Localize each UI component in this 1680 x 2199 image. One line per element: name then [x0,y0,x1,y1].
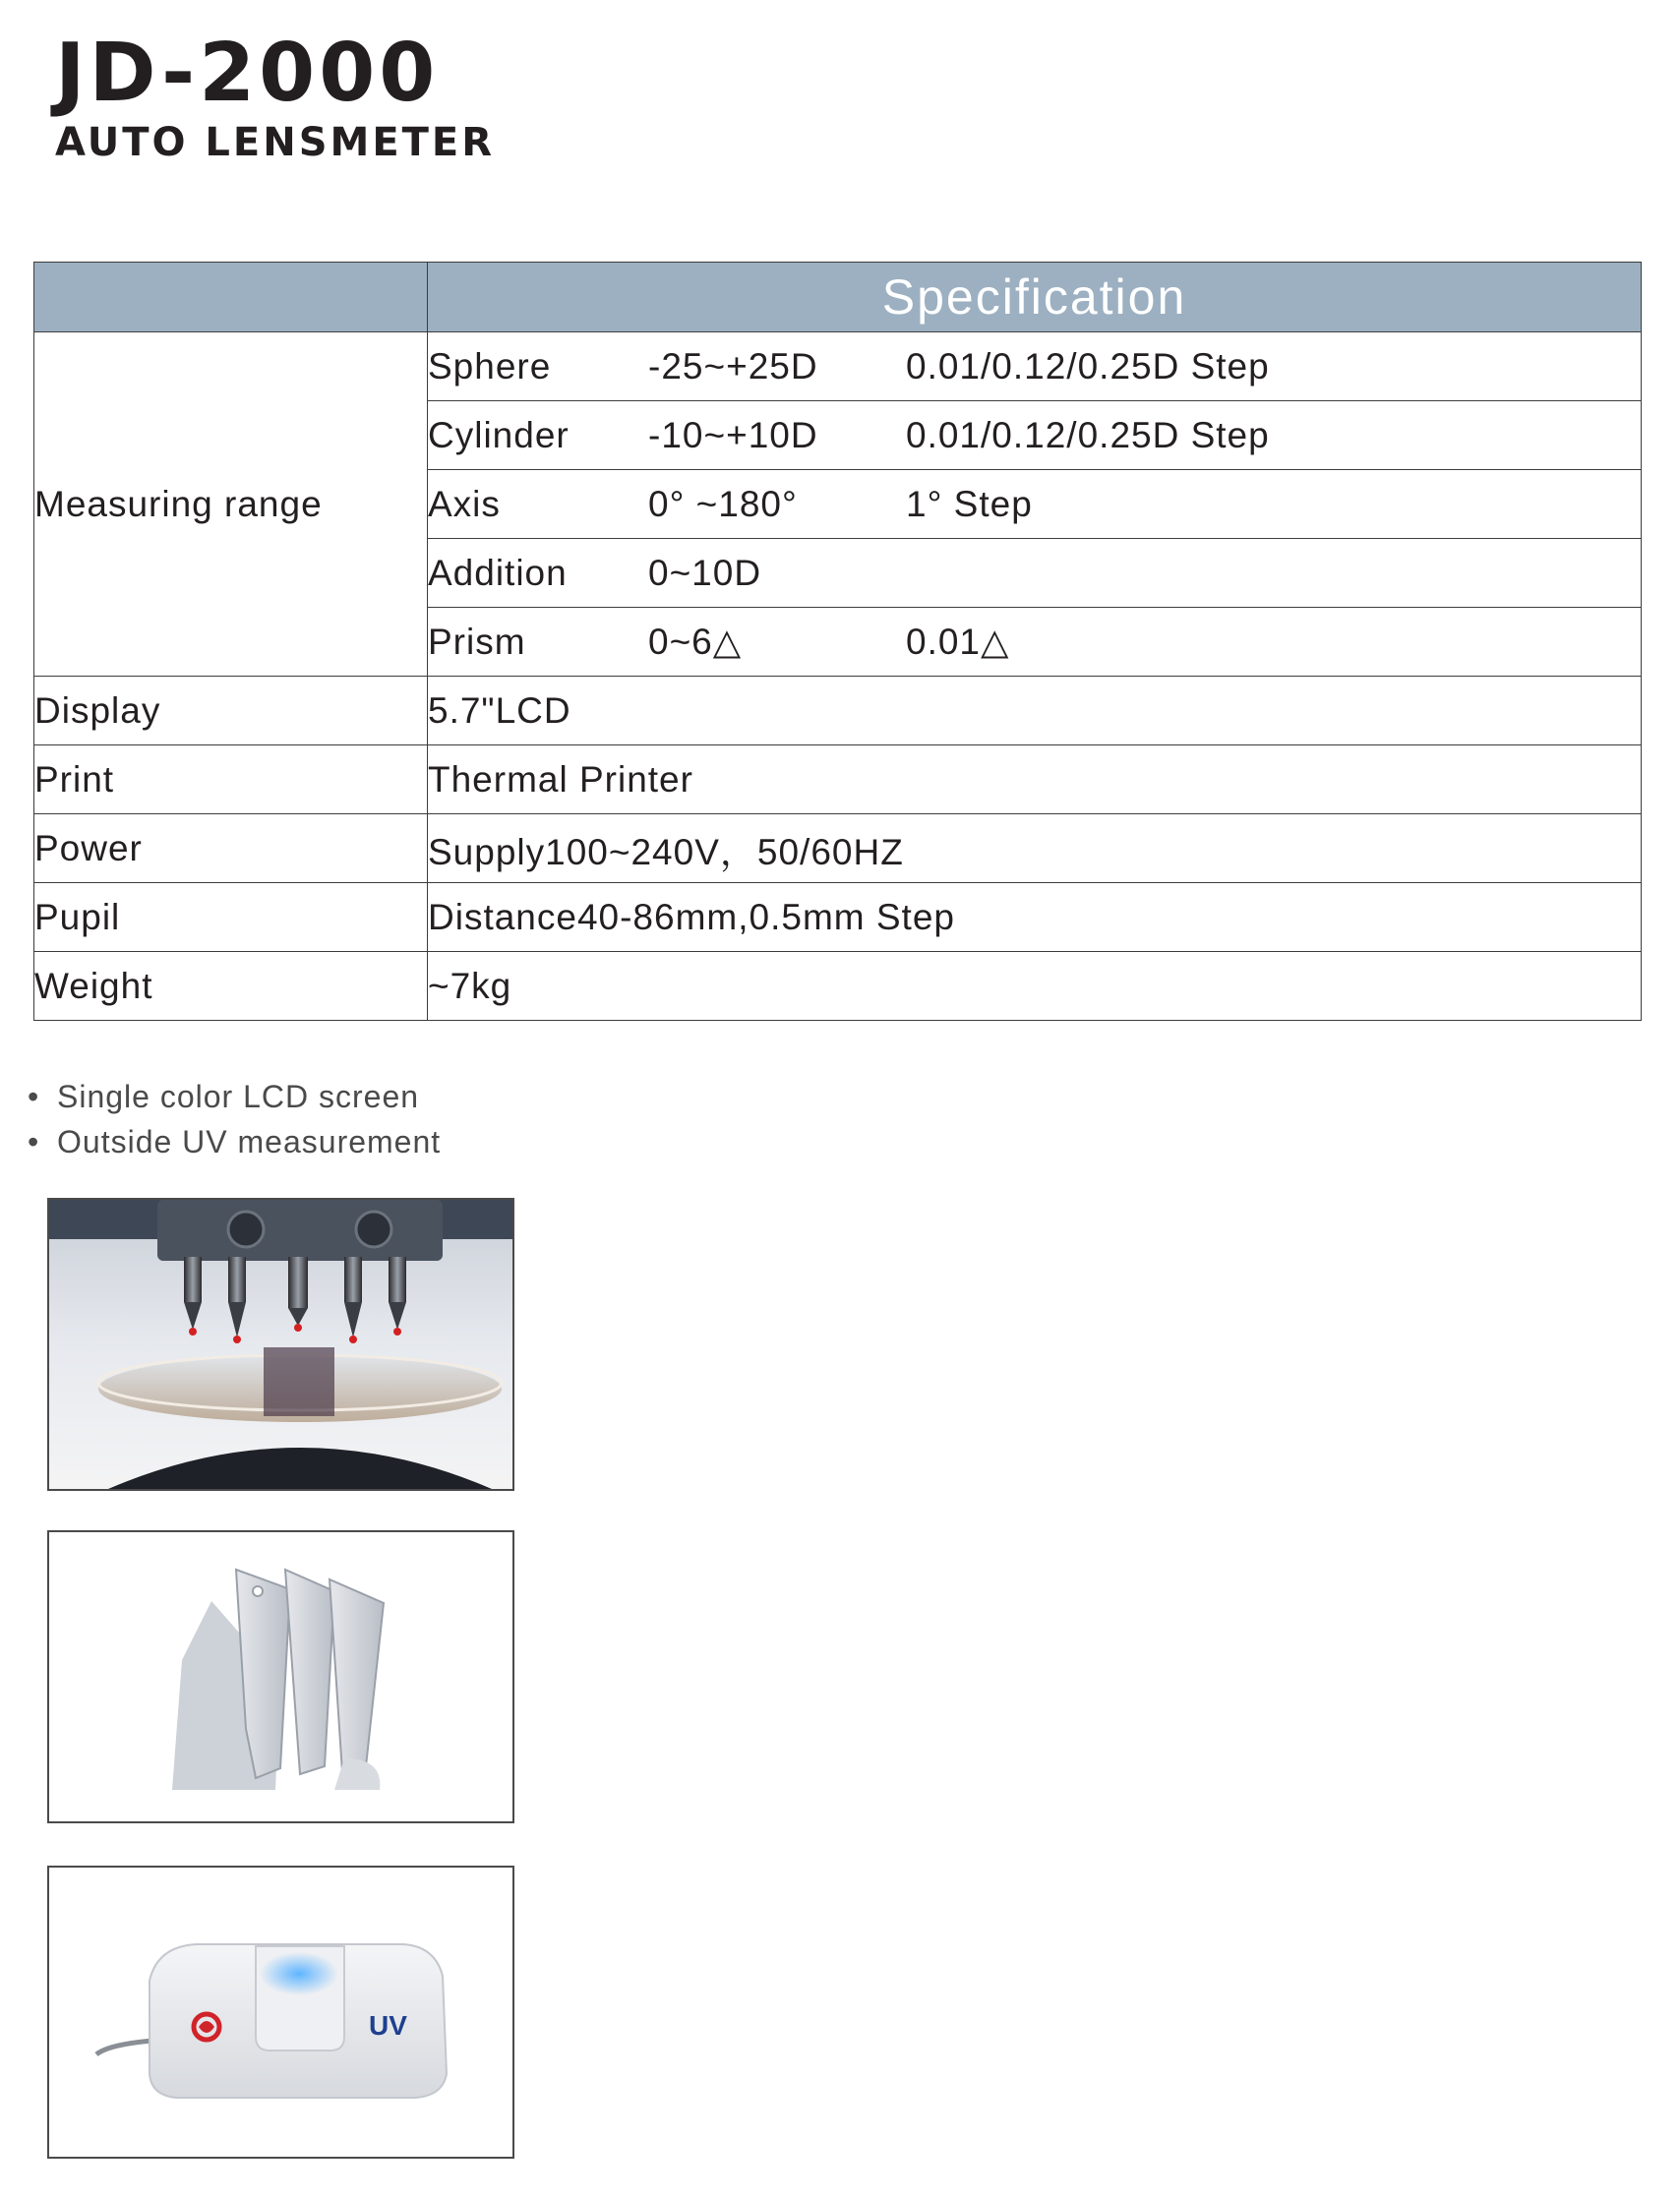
spec-label: Weight [34,952,428,1021]
measure-step: 1° Step [906,483,1033,524]
spec-value: Supply100~240V，50/60HZ [428,814,1642,883]
measuring-cell [428,332,1642,401]
spec-row-pupil [34,883,1642,952]
spec-label: Pupil [34,883,428,952]
photo-lens-holder [47,1530,514,1823]
photo-uv-unit [47,1866,514,2159]
feature-item [28,1119,441,1164]
measure-name: Addition [428,552,568,593]
measure-range: 0° ~180° [648,483,798,524]
measure-range: -10~+10D [648,414,818,455]
spec-row-display [34,677,1642,745]
bullet: • [28,1124,40,1159]
spec-row-power [34,814,1642,883]
title-block [55,27,496,165]
spec-value: ~7kg [428,952,1642,1021]
spec-value: Distance40-86mm,0.5mm Step [428,883,1642,952]
uv-label: UV [369,2010,407,2041]
measuring-cell [428,539,1642,608]
feature-item [28,1074,441,1119]
header-blank-cell [34,263,428,332]
measuring-pins-illustration [49,1200,512,1489]
spec-label: Print [34,745,428,814]
measure-name: Axis [428,483,501,524]
spec-header-row [34,263,1642,332]
measure-name: Prism [428,621,526,662]
feature-text: Single color LCD screen [57,1079,420,1114]
feature-list [28,1074,441,1164]
measure-name: Sphere [428,345,552,386]
measure-range: -25~+25D [648,345,818,386]
spec-value: Thermal Printer [428,745,1642,814]
measuring-cell [428,401,1642,470]
measure-step: 0.01△ [906,622,1010,662]
model-title: JD-2000 [55,27,440,120]
spec-label: Power [34,814,428,883]
spec-label: Display [34,677,428,745]
spec-heading: Specification [428,263,1642,332]
measuring-cell [428,608,1642,677]
bullet: • [28,1079,40,1114]
product-subtitle: AUTO LENSMETER [55,120,496,165]
feature-text: Outside UV measurement [57,1124,442,1159]
uv-unit-illustration [49,1868,512,2157]
measure-range: 0~6△ [648,622,743,662]
measuring-range-label: Measuring range [34,332,428,677]
photo-measuring-pins [47,1198,514,1491]
spec-row-sphere [34,332,1642,401]
measure-step: 0.01/0.12/0.25D Step [906,345,1270,386]
spec-value: 5.7"LCD [428,677,1642,745]
measure-step: 0.01/0.12/0.25D Step [906,414,1270,455]
spec-row-weight [34,952,1642,1021]
spec-table [33,262,1642,1021]
measuring-cell [428,470,1642,539]
measure-name: Cylinder [428,414,570,455]
lens-holder-illustration [49,1532,512,1821]
spec-row-print [34,745,1642,814]
measure-range: 0~10D [648,552,762,593]
